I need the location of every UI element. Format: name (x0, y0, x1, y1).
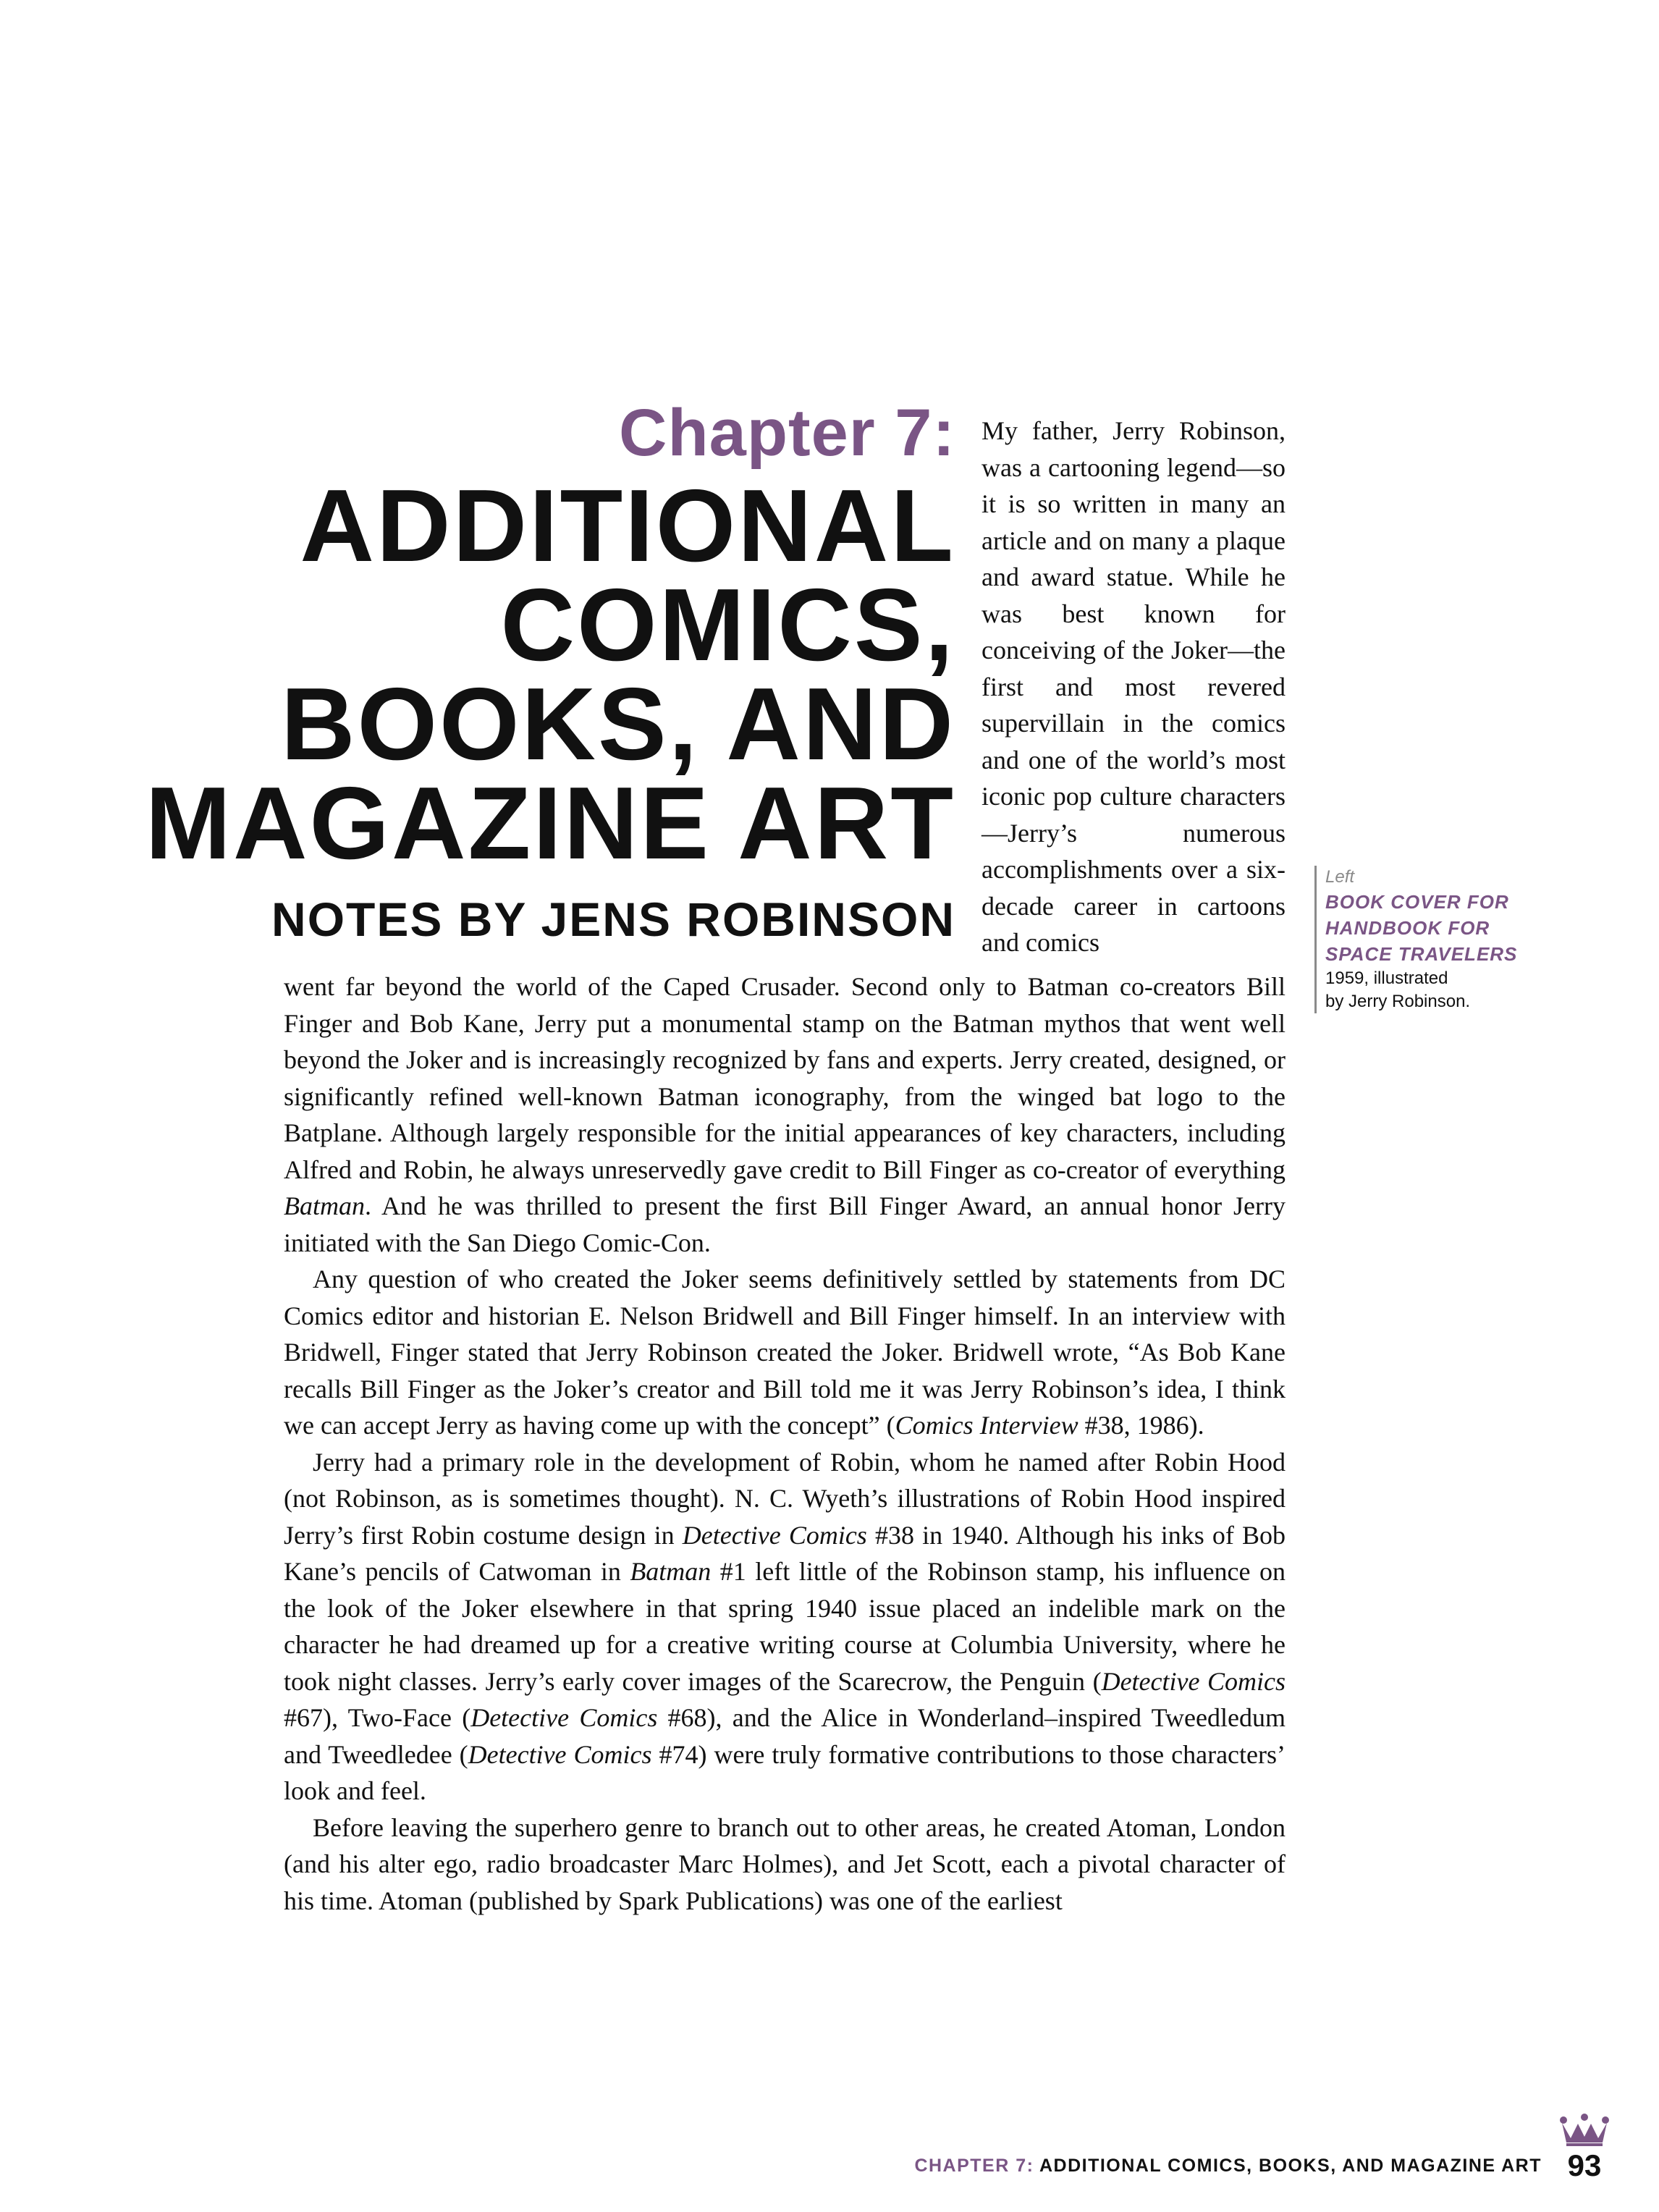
body-paragraph (284, 1444, 1286, 1810)
italic-title: Detective Comics (470, 1703, 658, 1732)
running-footer-title: ADDITIONAL COMICS, BOOKS, AND MAGAZINE ART (1034, 2156, 1542, 2176)
caption-title-line: BOOK COVER FOR (1325, 891, 1509, 913)
body-paragraph: Before leaving the superhero genre to branch out to other areas, he created Atoman, London (and his alter ego, radio broadcaster Marc Holmes), and Jet Scott, each a pivotal character of his time. Atoman (published by Spark Publications) was one of the earliest (284, 1812, 1286, 1915)
chapter-byline: NOTES BY JENS ROBINSON (271, 892, 955, 946)
caption-title-line: SPACE TRAVELERS (1325, 943, 1518, 965)
text-run: Any question of who created the Joker seems definitively settled by statements from DC Comics editor and historian E. Nelson Bridwell and Bill Finger himself. In an interview with Bridwell, Finger stated that Jerry Robinson created the Joker. Bridwell wrote, “As Bob Kane recalls Bill Finger as the Joker’s creator and Bill told me it was Jerry Robinson’s idea, I think we can accept Jerry as having come up with the concept” ( (284, 1265, 1286, 1440)
page-number-block (1559, 2114, 1610, 2182)
chapter-title-line: ADDITIONAL (300, 468, 955, 583)
chapter-title-line: COMICS, (500, 567, 955, 683)
text-run: #74) were truly formative contributions to those characters’ look and feel. (284, 1739, 1286, 1805)
text-run: #38 in 1940. Although his inks of Bob Kane’s pencils of Catwoman in (284, 1520, 1286, 1586)
chapter-title-line: MAGAZINE ART (145, 766, 955, 881)
italic-title: Detective Comics (1101, 1666, 1286, 1696)
italic-title: Comics Interview (895, 1411, 1078, 1440)
running-footer (914, 2150, 1542, 2182)
italic-title: Batman (284, 1191, 365, 1220)
text-run: went far beyond the world of the Caped Crusader. Second only to Batman co-creators Bill Finger and Bob Kane, Jerry put a monumental stamp on the Batman mythos that went well beyond the Joker and is increasingly recognized by fans and experts. Jerry created, designed, or significantly refined well-known Batman iconography, from the winged bat logo to the Batplane. Although largely responsible for the initial appearances of key characters, including Alfred and Robin, he always unreservedly gave credit to Bill Finger as co-creator of everything (284, 972, 1286, 1184)
chapter-label: Chapter 7: (619, 396, 955, 470)
intro-paragraph: My father, Jerry Robinson, was a cartooning legend—so it is so written in many an article and on many a plaque and award statue. While he was best known for conceiving of the Joker—the first and most revered supervillain in the comics and one of the world’s most iconic pop culture characters—Jerry’s numerous accomplishments over a six-decade career in cartoons and comics (982, 416, 1286, 957)
caption-text-line: 1959, illustrated (1325, 968, 1448, 988)
text-run: #1 left little of the Robinson stamp, his influence on the look of the Joker elsewhere in that spring 1940 issue placed an indelible mark on the character he had dreamed up for a creative writing course at Columbia University, where he took night classes. Jerry’s early cover images of the Scarecrow, the Penguin ( (284, 1557, 1286, 1696)
caption-position: Left (1325, 867, 1355, 887)
caption-title (1325, 889, 1528, 967)
caption-text (1325, 967, 1528, 1013)
italic-title: Detective Comics (468, 1739, 652, 1769)
running-footer-chapter: CHAPTER 7: (914, 2156, 1034, 2176)
page-number: 93 (1567, 2148, 1602, 2182)
chapter-title (109, 468, 955, 881)
caption-text-line: by Jerry Robinson. (1325, 992, 1471, 1011)
text-run: #67), Two-Face ( (284, 1703, 471, 1732)
italic-title: Detective Comics (682, 1520, 867, 1550)
body-paragraph (284, 1261, 1286, 1444)
italic-title: Batman (630, 1557, 712, 1586)
text-run: #68), and the Alice in Wonderland–inspired Tweedledum and Tweedledee ( (284, 1703, 1286, 1769)
text-run: Jerry had a primary role in the development of Robin, whom he named after Robin Hood (not Robinson, as is sometimes thought). N. C. Wyeth’s illustrations of Robin Hood inspired Jerry’s first Robin costume design in (284, 1447, 1286, 1550)
body-text (284, 968, 1286, 1919)
crown-icon (1559, 2114, 1610, 2147)
chapter-heading (109, 397, 955, 948)
body-paragraph (284, 968, 1286, 1261)
caption-title-line: HANDBOOK FOR (1325, 917, 1490, 939)
text-run: #38, 1986). (1078, 1411, 1204, 1440)
text-run: . And he was thrilled to present the first Bill Finger Award, an annual honor Jerry initiated with the San Diego Comic-Con. (284, 1191, 1286, 1257)
page-footer (914, 2114, 1610, 2182)
image-caption (1314, 866, 1528, 1013)
chapter-title-line: BOOKS, AND (281, 667, 955, 782)
